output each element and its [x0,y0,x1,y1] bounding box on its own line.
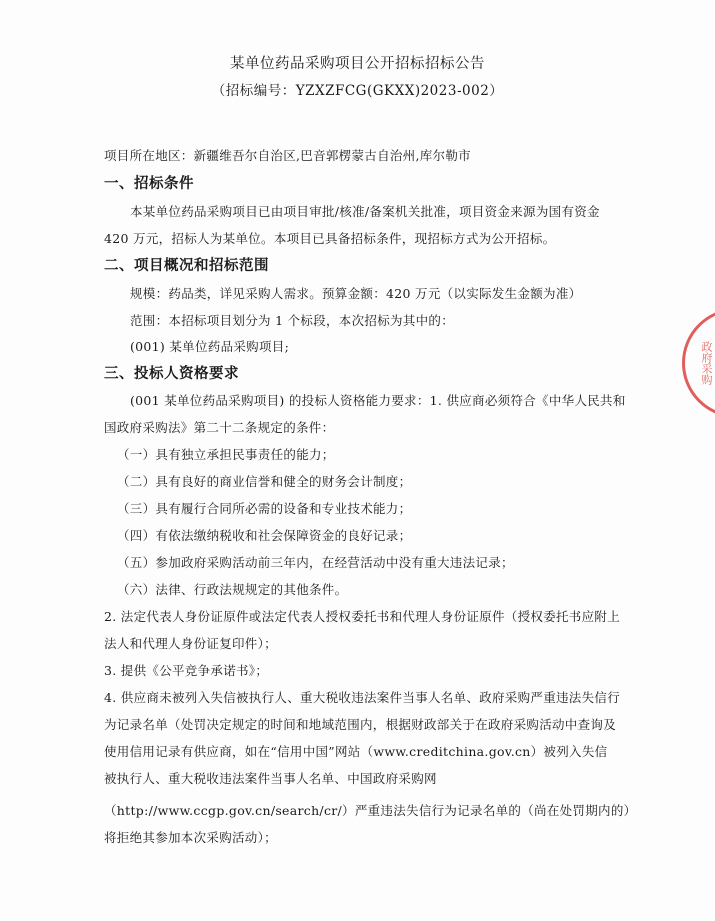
section-3-paragraph-line-2: 国政府采购法》第二十二条规定的条件： [104,420,335,435]
section-2-scale: 规模：药品类，详见采购人需求。预算金额：420 万元（以实际发生金额为准） [130,286,582,301]
requirement-4-line-5: （http://www.ccgp.gov.cn/search/cr/）严重违法失信行为记录名单的（尚在处罚期内的） [104,803,637,818]
condition-2: （二）具有良好的商业信誉和健全的财务会计制度； [117,474,412,489]
condition-4: （四）有依法缴纳税收和社会保障资金的良好记录； [117,528,412,543]
condition-1: （一）具有独立承担民事责任的能力； [117,447,335,462]
section-1-paragraph-line-2: 420 万元，招标人为某单位。本项目已具备招标条件，现招标方式为公开招标。 [104,231,556,246]
section-1-paragraph-line-1: 本某单位药品采购项目已由项目审批/核准/备案机关批准，项目资金来源为国有资金 [130,204,600,219]
requirement-4-line-6: 将拒绝其参加本次采购活动）； [104,830,277,845]
document-title: 某单位药品采购项目公开招标招标公告 [230,56,485,72]
requirement-4-line-1: 4. 供应商未被列入失信被执行人、重大税收违法案件当事人名单、政府采购严重违法失信行 [104,690,621,705]
requirement-4-line-4: 被执行人、重大税收违法案件当事人名单、中国政府采购网 [104,771,437,786]
section-2-lot: (001) 某单位药品采购项目; [130,339,290,354]
official-seal [682,308,715,418]
section-2-heading: 二、项目概况和招标范围 [104,258,269,274]
requirement-2-line-1: 2. 法定代表人身份证原件或法定代表人授权委托书和代理人身份证原件（授权委托书应附上 [104,609,621,624]
section-2-scope: 范围：本招标项目划分为 1 个标段，本次招标为其中的： [130,313,455,328]
requirement-4-line-2: 为记录名单（处罚决定规定的时间和地域范围内，根据财政部关于在政府采购活动中查询及 [104,717,617,732]
condition-6: （六）法律、行政法规规定的其他条件。 [117,582,348,597]
requirement-2-line-2: 法人和代理人身份证复印件）； [104,636,277,651]
section-3-heading: 三、投标人资格要求 [104,366,239,382]
requirement-4-line-3: 使用信用记录有供应商，如在“信用中国”网站（www.creditchina.gov.cn）被列入失信 [104,744,608,759]
seal-text: 政府采购 [700,341,713,385]
project-region: 项目所在地区：新疆维吾尔自治区,巴音郭楞蒙古自治州,库尔勒市 [104,148,471,163]
condition-3: （三）具有履行合同所必需的设备和专业技术能力； [117,501,412,516]
requirement-3: 3. 提供《公平竞争承诺书》； [104,663,269,678]
section-3-paragraph-line-1: (001 某单位药品采购项目) 的投标人资格能力要求：1. 供应商必须符合《中华人民共和 [130,393,626,408]
section-1-heading: 一、招标条件 [104,176,194,192]
tender-number: （招标编号：YZXZFCG(GKXX)2023-002） [211,83,504,99]
condition-5: （五）参加政府采购活动前三年内，在经营活动中没有重大违法记录； [117,555,514,570]
